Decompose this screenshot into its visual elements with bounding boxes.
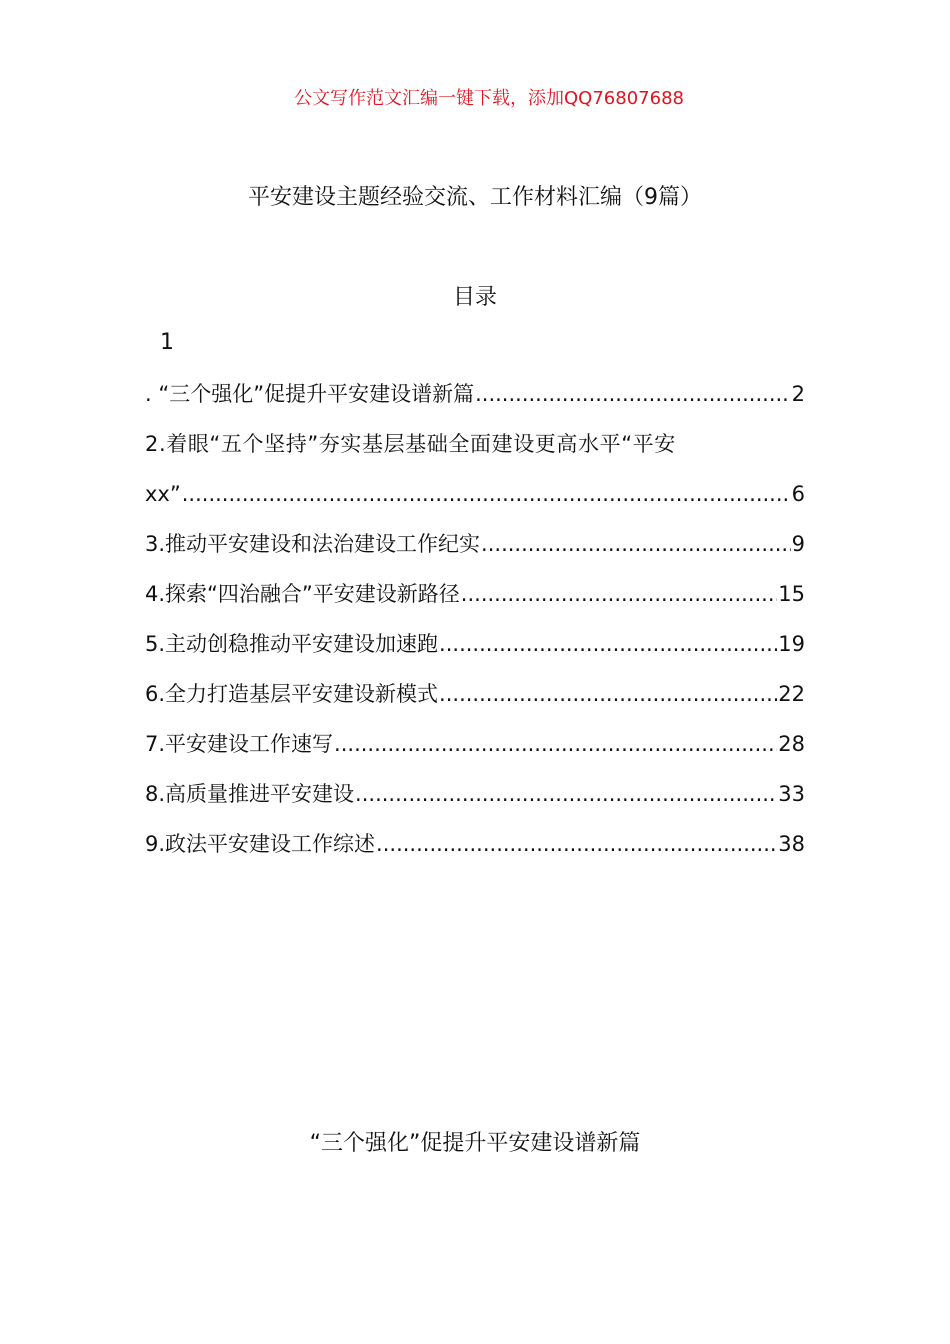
toc-leader bbox=[334, 728, 777, 760]
toc-entry-title: 2.着眼“五个坚持”夯实基层基础全面建设更高水平“平安 bbox=[145, 432, 676, 456]
promo-banner: 公文写作范文汇编一键下载，添加QQ76807688 bbox=[294, 88, 684, 109]
document-title: 平安建设主题经验交流、工作材料汇编（9篇） bbox=[248, 185, 702, 210]
toc-entry-title: 4.探索“四治融合”平安建设新路径 bbox=[145, 582, 460, 606]
table-of-contents bbox=[145, 378, 805, 878]
toc-entry-line2[interactable] bbox=[145, 478, 805, 528]
toc-entry-title: . “三个强化”促提升平安建设谱新篇 bbox=[145, 382, 475, 406]
section-title: “三个强化”促提升平安建设谱新篇 bbox=[309, 1131, 641, 1156]
toc-entry-title: 6.全力打造基层平安建设新模式 bbox=[145, 682, 439, 706]
toc-leader bbox=[439, 678, 777, 710]
toc-entry-title: 5.主动创稳推动平安建设加速跑 bbox=[145, 632, 439, 656]
toc-entry-page: 15 bbox=[778, 582, 805, 606]
toc-entry[interactable] bbox=[145, 528, 805, 578]
toc-entry-page: 22 bbox=[778, 682, 805, 706]
toc-entry[interactable] bbox=[145, 778, 805, 828]
toc-entry-title: 3.推动平安建设和法治建设工作纪实 bbox=[145, 532, 481, 556]
toc-entry-title: 8.高质量推进平安建设 bbox=[145, 782, 355, 806]
toc-entry-title: 7.平安建设工作速写 bbox=[145, 732, 334, 756]
toc-leader bbox=[461, 578, 777, 610]
toc-entry-page: 33 bbox=[778, 782, 805, 806]
toc-entry[interactable] bbox=[145, 678, 805, 728]
toc-leader bbox=[355, 778, 777, 810]
toc-entry-title-cont: xx” bbox=[145, 482, 181, 506]
toc-entry[interactable] bbox=[145, 728, 805, 778]
toc-leader bbox=[376, 828, 777, 860]
toc-first-number: 1 bbox=[160, 330, 174, 355]
toc-entry-page: 38 bbox=[778, 832, 805, 856]
toc-entry-page: 19 bbox=[778, 632, 805, 656]
toc-entry-page: 6 bbox=[791, 482, 805, 506]
toc-entry-page: 9 bbox=[791, 532, 805, 556]
toc-entry[interactable] bbox=[145, 578, 805, 628]
toc-leader bbox=[475, 378, 791, 410]
toc-entry[interactable] bbox=[145, 378, 805, 428]
toc-entry-title: 9.政法平安建设工作综述 bbox=[145, 832, 376, 856]
toc-heading: 目录 bbox=[452, 285, 497, 310]
toc-entry-page: 28 bbox=[778, 732, 805, 756]
toc-entry[interactable] bbox=[145, 628, 805, 678]
toc-leader bbox=[481, 528, 791, 560]
toc-entry[interactable] bbox=[145, 828, 805, 878]
toc-entry-page: 2 bbox=[791, 382, 805, 406]
toc-leader bbox=[439, 628, 777, 660]
toc-leader bbox=[182, 478, 791, 510]
toc-entry-line1[interactable] bbox=[145, 428, 805, 478]
